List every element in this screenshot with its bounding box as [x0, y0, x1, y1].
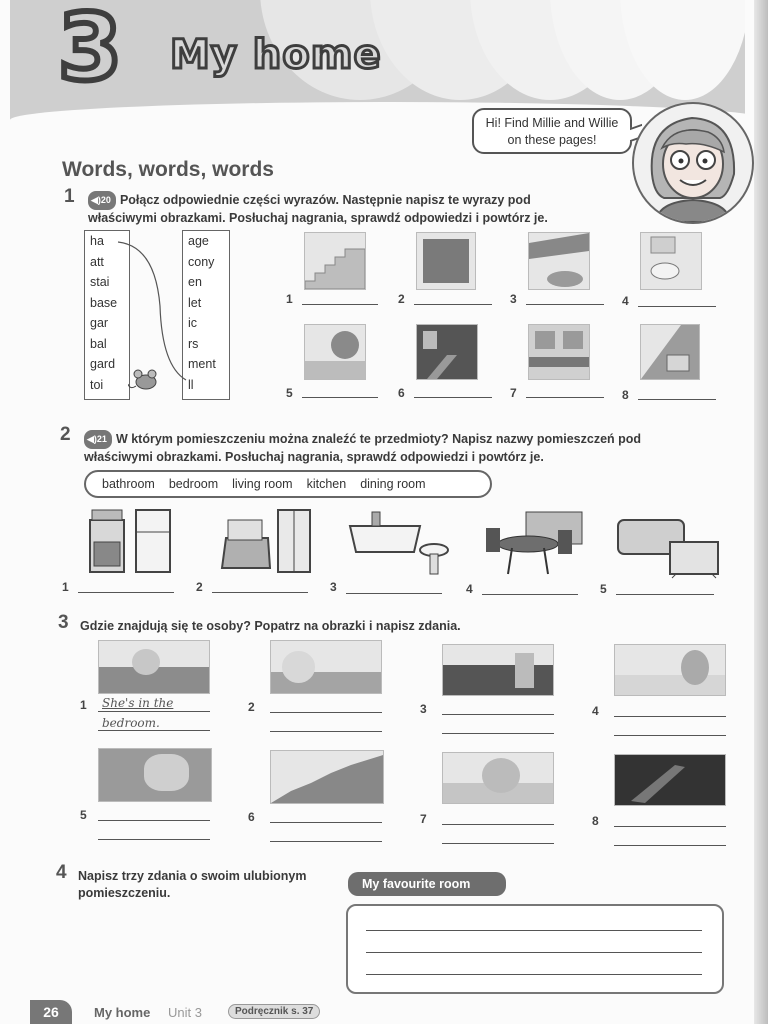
answer-number: 3	[330, 580, 337, 594]
coursebook-reference: Podręcznik s. 37	[228, 1004, 320, 1019]
bed-wardrobe-illustration	[218, 508, 314, 576]
answer-number: 8	[592, 814, 599, 828]
exercise-4-line-2: pomieszczeniu.	[78, 886, 171, 900]
answer-line[interactable]	[614, 845, 726, 846]
answer-line[interactable]	[414, 397, 492, 398]
word-part: stai	[90, 275, 110, 289]
speech-bubble	[472, 108, 632, 154]
example-answer-line-2: bedroom.	[102, 716, 160, 730]
room-word-box	[84, 470, 492, 498]
answer-line[interactable]	[526, 304, 604, 305]
answer-number: 5	[286, 386, 293, 400]
answer-number: 5	[80, 808, 87, 822]
picture-person-5	[98, 748, 212, 802]
answer-line[interactable]	[614, 716, 726, 717]
picture-person-6	[270, 750, 384, 804]
picture-garage	[528, 232, 590, 290]
audio-track-number: 21	[96, 434, 107, 444]
room-word: bedroom	[168, 477, 219, 491]
answer-line[interactable]	[442, 824, 554, 825]
word-part: ha	[90, 234, 104, 248]
example-answer-line-1: She's in the	[102, 696, 174, 710]
answer-line[interactable]	[526, 397, 604, 398]
exercise-4-number: 4	[56, 862, 67, 883]
answer-number: 5	[600, 582, 607, 596]
exercise-1-line-1: Połącz odpowiednie części wyrazów. Następnie napisz te wyrazy pod	[119, 193, 531, 207]
answer-line[interactable]	[442, 733, 554, 734]
word-part: bal	[90, 336, 107, 351]
answer-line[interactable]	[614, 826, 726, 827]
word-part: age	[188, 234, 209, 248]
sofa-tv-illustration	[614, 512, 722, 580]
picture-attic-room	[640, 324, 700, 380]
answer-line[interactable]	[614, 735, 726, 736]
answer-line[interactable]	[442, 843, 554, 844]
word-part: cony	[188, 254, 215, 269]
answer-line[interactable]	[482, 594, 578, 595]
page-edge	[754, 0, 768, 1024]
audio-track-number: 20	[100, 195, 111, 205]
room-word: bathroom	[102, 477, 155, 491]
answer-number: 8	[622, 388, 629, 402]
answer-line[interactable]	[98, 820, 210, 821]
answer-line[interactable]	[212, 592, 308, 593]
answer-number: 2	[196, 580, 203, 594]
answer-line[interactable]	[270, 822, 382, 823]
answer-line[interactable]	[302, 304, 378, 305]
answer-number: 6	[248, 810, 255, 824]
writing-line[interactable]	[366, 952, 702, 953]
answer-line[interactable]	[270, 731, 382, 732]
answer-number: 1	[286, 292, 293, 306]
answer-number: 2	[248, 700, 255, 714]
answer-line[interactable]	[302, 397, 378, 398]
answer-number: 2	[398, 292, 405, 306]
cooker-fridge-illustration	[86, 506, 180, 576]
word-part: rs	[188, 336, 199, 351]
word-part: toi	[90, 377, 104, 392]
picture-person-7	[442, 752, 554, 804]
word-part: ment	[188, 357, 216, 371]
answer-number: 3	[510, 292, 517, 306]
exercise-4-line-1: Napisz trzy zdania o swoim ulubionym	[78, 869, 307, 883]
picture-garden	[304, 324, 366, 380]
picture-basement	[416, 324, 478, 380]
room-word: kitchen	[306, 477, 347, 491]
exercise-1-instruction	[88, 191, 548, 227]
writing-line[interactable]	[366, 974, 702, 975]
exercise-2-line-1: W którym pomieszczeniu można znaleźć te przedmioty? Napisz nazwy pomieszczeń pod	[115, 432, 642, 446]
exercise-2-instruction	[84, 430, 641, 466]
favourite-room-title: My favourite room	[348, 872, 506, 896]
room-word: dining room	[360, 477, 426, 491]
answer-number: 6	[398, 386, 405, 400]
page-number: 26	[30, 1000, 72, 1024]
room-word: living room	[232, 477, 293, 491]
picture-balcony	[528, 324, 590, 380]
picture-person-bedroom	[98, 640, 210, 694]
section-title: Words, words, words	[62, 158, 274, 181]
answer-number: 4	[466, 582, 473, 596]
picture-stairs	[304, 232, 366, 290]
favourite-room-writing-box[interactable]	[346, 904, 724, 994]
answer-number: 4	[622, 294, 629, 308]
mouse-icon	[128, 364, 164, 392]
picture-person-2	[270, 640, 382, 694]
answer-number: 3	[420, 702, 427, 716]
bubble-line-1: Hi! Find Millie and Willie	[485, 116, 619, 130]
picture-toilet	[640, 232, 702, 290]
footer-title: My home	[94, 1005, 151, 1020]
picture-person-4	[614, 644, 726, 696]
audio-track-icon[interactable]: ◀)20	[88, 191, 116, 210]
answer-line[interactable]	[78, 592, 174, 593]
word-part: ic	[188, 316, 198, 330]
answer-number: 4	[592, 704, 599, 718]
bubble-line-2: on these pages!	[507, 133, 597, 147]
answer-number: 1	[80, 698, 87, 712]
dining-table-illustration	[482, 508, 586, 578]
picture-person-3	[442, 644, 554, 696]
writing-line[interactable]	[366, 930, 702, 931]
answer-line[interactable]	[638, 306, 716, 307]
word-part: base	[90, 295, 118, 310]
answer-line[interactable]	[346, 593, 442, 594]
word-part: en	[188, 275, 202, 289]
audio-track-icon[interactable]: ◀)21	[84, 430, 112, 449]
answer-line[interactable]	[270, 841, 382, 842]
answer-line[interactable]	[270, 712, 382, 713]
word-part: let	[188, 295, 202, 310]
answer-number: 7	[420, 812, 427, 826]
word-part: att	[90, 254, 104, 269]
word-part: gar	[90, 316, 109, 330]
unit-title: My home	[170, 32, 382, 78]
exercise-3-number: 3	[58, 612, 69, 633]
footer-unit: Unit 3	[168, 1005, 202, 1020]
answer-line[interactable]	[98, 730, 210, 731]
answer-line[interactable]	[442, 714, 554, 715]
word-part: gard	[90, 357, 116, 371]
exercise-4-instruction	[78, 868, 307, 902]
girl-illustration	[632, 102, 754, 224]
picture-attic	[416, 232, 476, 290]
exercise-2-line-2: właściwymi obrazkami. Posłuchaj nagrania, sprawdź odpowiedzi i powtórz je.	[84, 450, 544, 464]
exercise-1-number: 1	[64, 186, 75, 207]
exercise-2-number: 2	[60, 424, 71, 445]
answer-line[interactable]	[98, 839, 210, 840]
answer-line[interactable]	[414, 304, 492, 305]
word-part: ll	[188, 377, 194, 392]
answer-line[interactable]	[638, 399, 716, 400]
bath-sink-illustration	[346, 508, 454, 580]
unit-number: 3	[58, 0, 123, 101]
answer-number: 1	[62, 580, 69, 594]
picture-person-8	[614, 754, 726, 806]
exercise-3-instruction: Gdzie znajdują się te osoby? Popatrz na obrazki i napisz zdania.	[80, 619, 461, 633]
answer-number: 7	[510, 386, 517, 400]
exercise-1-line-2: właściwymi obrazkami. Posłuchaj nagrania, sprawdź odpowiedzi i powtórz je.	[88, 211, 548, 225]
answer-line[interactable]	[616, 594, 714, 595]
answer-line[interactable]	[98, 711, 210, 712]
